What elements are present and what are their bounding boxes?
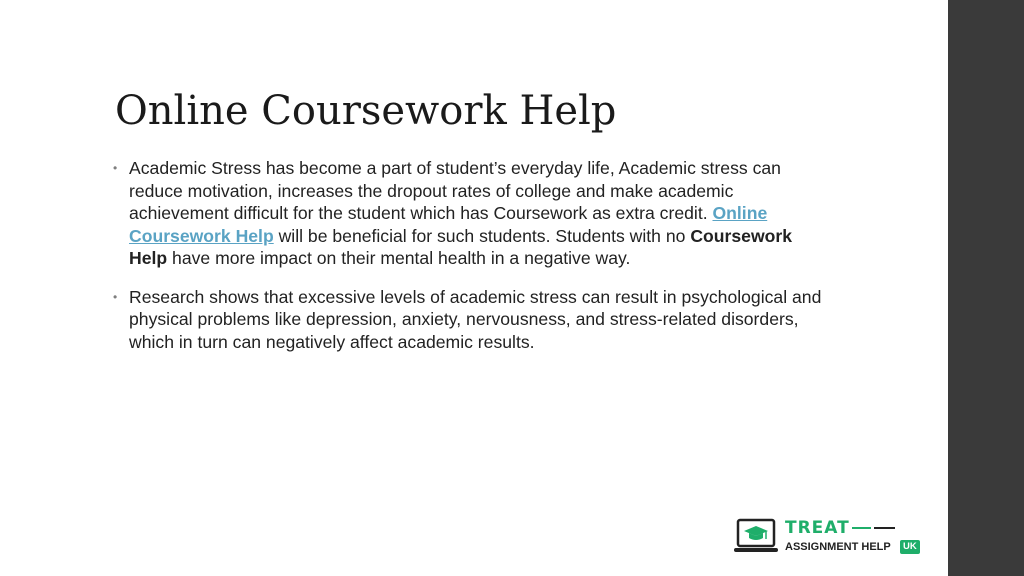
bullet-text: have more impact on their mental health in a negative way.	[167, 248, 631, 268]
logo-rule-dark	[874, 527, 895, 529]
bullet-marker: •	[113, 161, 118, 175]
logo-rule-green	[852, 527, 871, 529]
bullet-item-academic-stress	[113, 157, 823, 270]
bullet-marker: •	[113, 289, 118, 304]
online-coursework-help-link[interactable]: Online Coursework Help	[129, 203, 768, 246]
bullet-text: will be beneficial for such students. Students with no	[273, 225, 691, 246]
bullet-item-research	[113, 286, 823, 354]
treat-assignment-help-logo	[734, 516, 926, 558]
logo-treat-text: TREAT	[785, 518, 850, 538]
bullet-text: Academic Stress has become a part of student’s everyday life, Academic stress can reduce motivation, increases the dropout rates of college and make academic achievement difficult for the student which has Coursework as extra credit.	[129, 158, 781, 223]
laptop-graduation-cap-icon	[734, 518, 778, 556]
side-bar	[948, 0, 1024, 576]
slide-title: Online Coursework Help	[115, 88, 617, 134]
logo-subtitle: ASSIGNMENT HELP	[785, 541, 891, 553]
bullet-text: Research shows that excessive levels of academic stress can result in psychological and physical problems like depression, anxiety, nervousness, and stress-related disorders, which in turn can negatively affect academic results.	[129, 286, 822, 352]
bold-text: Coursework Help	[129, 225, 793, 268]
logo-uk-badge: UK	[900, 540, 920, 554]
bullet-list	[113, 157, 823, 369]
